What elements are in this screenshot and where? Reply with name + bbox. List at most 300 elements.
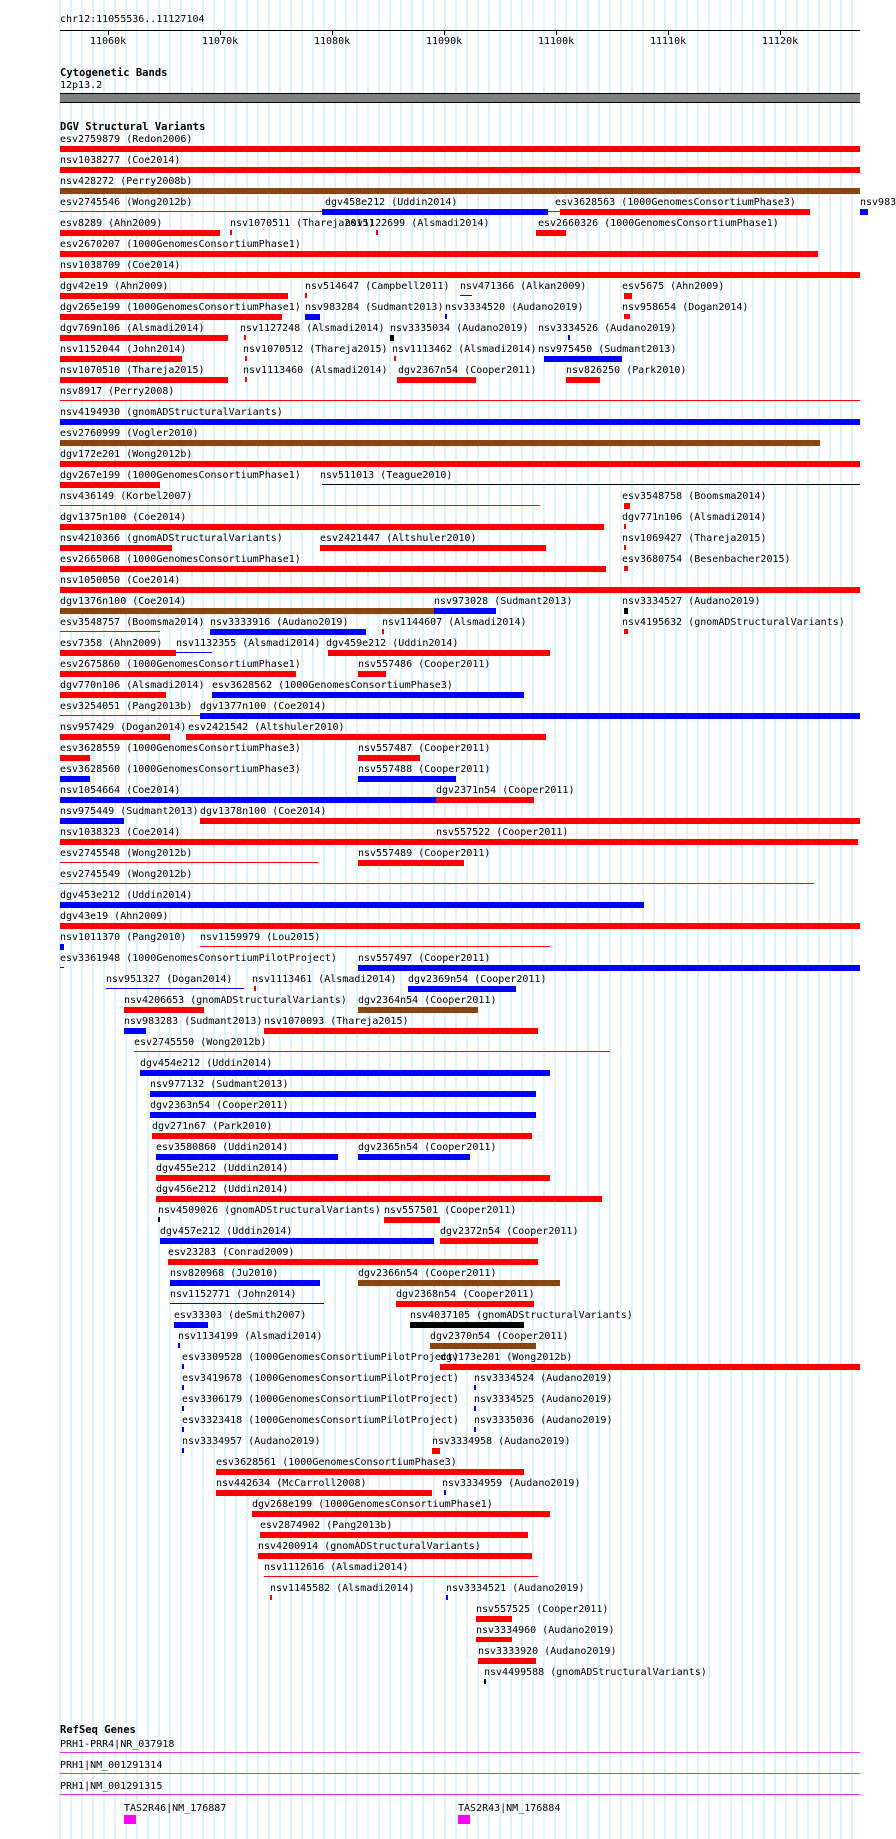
variant-bar[interactable] — [60, 146, 860, 152]
variant-bar[interactable] — [158, 1217, 160, 1222]
variant-label: nsv3333920 (Audano2019) — [478, 1646, 617, 1657]
variant-bar[interactable] — [384, 1217, 440, 1223]
variant-bar[interactable] — [434, 608, 496, 614]
variant-bar[interactable] — [182, 1448, 184, 1453]
variant-bar[interactable] — [156, 1196, 602, 1202]
variant-label: nsv3334524 (Audano2019) — [474, 1373, 613, 1384]
variant-bar[interactable] — [322, 484, 860, 485]
variant-label: nsv436149 (Korbel2007) — [60, 491, 193, 502]
variant-bar[interactable] — [244, 335, 246, 340]
variant-label: dgv769n106 (Alsmadi2014) — [60, 323, 205, 334]
variant-label: dgv453e212 (Uddin2014) — [60, 890, 193, 901]
variant-label: dgv265e199 (1000GenomesConsortiumPhase1) — [60, 302, 301, 313]
variant-bar[interactable] — [440, 1238, 538, 1244]
variant-bar[interactable] — [60, 692, 166, 698]
ruler-tick — [332, 30, 333, 35]
variant-bar[interactable] — [624, 545, 626, 550]
variant-bar[interactable] — [264, 1576, 538, 1577]
variant-label: dgv454e212 (Uddin2014) — [140, 1058, 273, 1069]
variant-label: nsv1054664 (Coe2014) — [60, 785, 181, 796]
variant-label: dgv42e19 (Ahn2009) — [60, 281, 169, 292]
variant-label: nsv3334959 (Audano2019) — [442, 1478, 581, 1489]
variant-label: nsv557501 (Cooper2011) — [384, 1205, 517, 1216]
variant-label: dgv271n67 (Park2010) — [152, 1121, 273, 1132]
variant-label: nsv1070093 (Thareja2015) — [264, 1016, 409, 1027]
variant-bar[interactable] — [182, 1406, 184, 1411]
variant-label: nsv1112616 (Alsmadi2014) — [264, 1562, 409, 1573]
variant-label: nsv511013 (Teague2010) — [320, 470, 453, 481]
variant-bar[interactable] — [60, 314, 282, 320]
ruler-tick-label: 11080k — [314, 36, 351, 47]
variant-label: nsv8917 (Perry2008) — [60, 386, 175, 397]
variant-label: esv3628559 (1000GenomesConsortiumPhase3) — [60, 743, 301, 754]
variant-bar[interactable] — [624, 524, 626, 529]
ruler-tick — [220, 30, 221, 35]
variant-bar[interactable] — [216, 1469, 524, 1475]
variant-label: dgv771n106 (Alsmadi2014) — [622, 512, 767, 523]
variant-bar[interactable] — [124, 1007, 204, 1013]
variant-bar[interactable] — [270, 1595, 272, 1600]
variant-bar[interactable] — [60, 671, 296, 677]
gene-feature[interactable] — [60, 1773, 860, 1774]
variant-bar[interactable] — [156, 1175, 550, 1181]
variant-label: nsv1127248 (Alsmadi2014) — [240, 323, 385, 334]
variant-label: esv2745546 (Wong2012b) — [60, 197, 193, 208]
cytoband-label: 12p13.2 — [60, 80, 103, 91]
variant-label: nsv557497 (Cooper2011) — [358, 953, 491, 964]
variant-label: esv5675 (Ahn2009) — [622, 281, 725, 292]
variant-bar[interactable] — [60, 230, 220, 236]
variant-label: dgv1375n100 (Coe2014) — [60, 512, 187, 523]
variant-bar[interactable] — [258, 1553, 532, 1559]
variant-bar[interactable] — [150, 1091, 536, 1097]
ruler-tick-label: 11070k — [202, 36, 239, 47]
variant-bar[interactable] — [60, 251, 818, 257]
variant-bar[interactable] — [440, 1364, 860, 1370]
variant-label: esv3680754 (Besenbacher2015) — [622, 554, 791, 565]
variant-label: esv3628562 (1000GenomesConsortiumPhase3) — [212, 680, 453, 691]
variant-bar[interactable] — [536, 230, 566, 236]
variant-label: nsv1070511 (Thareja2015) — [230, 218, 375, 229]
position-label: chr12:11055536..11127104 — [60, 14, 205, 25]
variant-label: esv7358 (Ahn2009) — [60, 638, 163, 649]
variant-label: esv3254051 (Pang2013b) — [60, 701, 193, 712]
variant-label: dgv2366n54 (Cooper2011) — [358, 1268, 497, 1279]
variant-label: nsv826250 (Park2010) — [566, 365, 687, 376]
variant-label: nsv557522 (Cooper2011) — [436, 827, 569, 838]
variant-bar[interactable] — [60, 566, 606, 572]
variant-label: dgv173e201 (Wong2012b) — [440, 1352, 573, 1363]
variant-label: nsv1144607 (Alsmadi2014) — [382, 617, 527, 628]
gene-label: PRH1-PRR4|NR_037918 — [60, 1739, 175, 1750]
variant-bar[interactable] — [358, 860, 464, 866]
variant-bar[interactable] — [150, 1112, 536, 1118]
variant-bar[interactable] — [430, 1343, 536, 1349]
variant-bar[interactable] — [60, 419, 860, 425]
gene-label: PRH1|NM_001291314 — [60, 1760, 163, 1771]
variant-bar[interactable] — [230, 230, 232, 235]
variant-bar[interactable] — [60, 167, 860, 173]
variant-label: esv2665068 (1000GenomesConsortiumPhase1) — [60, 554, 301, 565]
variant-bar[interactable] — [460, 295, 472, 296]
variant-bar[interactable] — [436, 839, 858, 845]
variant-bar[interactable] — [624, 566, 628, 571]
variant-bar[interactable] — [476, 1637, 512, 1642]
variant-bar[interactable] — [320, 545, 546, 551]
variant-bar[interactable] — [358, 965, 860, 971]
variant-bar[interactable] — [322, 209, 548, 215]
variant-bar[interactable] — [60, 967, 64, 968]
variant-label: nsv442634 (McCarroll2008) — [216, 1478, 367, 1489]
variant-label: nsv975449 (Sudmant2013) — [60, 806, 199, 817]
variant-label: nsv4037105 (gnomADStructuralVariants) — [410, 1310, 633, 1321]
gene-feature[interactable] — [124, 1815, 136, 1824]
variant-label: nsv471366 (Alkan2009) — [460, 281, 587, 292]
variant-bar[interactable] — [60, 883, 814, 884]
gene-feature[interactable] — [458, 1815, 470, 1824]
gene-label: PRH1|NM_001291315 — [60, 1781, 163, 1792]
variant-bar[interactable] — [445, 314, 447, 319]
variant-bar[interactable] — [358, 776, 456, 782]
variant-bar[interactable] — [60, 545, 172, 551]
variant-bar[interactable] — [152, 1133, 532, 1139]
variant-bar[interactable] — [60, 461, 860, 467]
variant-bar[interactable] — [60, 734, 170, 740]
variant-bar[interactable] — [168, 1259, 538, 1265]
variant-label: nsv1069427 (Thareja2015) — [622, 533, 767, 544]
dgv-track-title: DGV Structural Variants — [60, 121, 206, 133]
variant-label: dgv457e212 (Uddin2014) — [160, 1226, 293, 1237]
variant-bar[interactable] — [60, 797, 436, 803]
ruler-tick — [780, 30, 781, 35]
variant-bar[interactable] — [444, 1490, 446, 1495]
variant-bar[interactable] — [60, 377, 228, 383]
variant-bar[interactable] — [376, 230, 378, 235]
variant-bar[interactable] — [358, 1154, 470, 1160]
variant-label: esv2874902 (Pang2013b) — [260, 1520, 393, 1531]
variant-label: dgv2369n54 (Cooper2011) — [408, 974, 547, 985]
variant-bar[interactable] — [358, 1007, 478, 1013]
ruler-tick-label: 11120k — [762, 36, 799, 47]
variant-bar[interactable] — [60, 356, 182, 362]
variant-label: nsv957429 (Dogan2014) — [60, 722, 187, 733]
variant-label: nsv3334958 (Audano2019) — [432, 1436, 571, 1447]
ruler-tick — [556, 30, 557, 35]
variant-label: nsv4210366 (gnomADStructuralVariants) — [60, 533, 283, 544]
variant-bar[interactable] — [305, 314, 320, 320]
variant-label: dgv1377n100 (Coe2014) — [200, 701, 327, 712]
cytoband-title: Cytogenetic Bands — [60, 67, 168, 79]
variant-label: nsv1038709 (Coe2014) — [60, 260, 181, 271]
variant-bar[interactable] — [170, 1303, 324, 1304]
variant-label: nsv3333916 (Audano2019) — [210, 617, 349, 628]
variant-bar[interactable] — [170, 1280, 320, 1286]
variant-bar[interactable] — [60, 335, 228, 341]
variant-bar[interactable] — [60, 923, 860, 929]
ruler-tick-label: 11090k — [426, 36, 463, 47]
variant-bar[interactable] — [478, 1658, 536, 1664]
ruler-tick-label: 11110k — [650, 36, 687, 47]
variant-label: nsv3334520 (Audano2019) — [445, 302, 584, 313]
variant-label: nsv958654 (Dogan2014) — [622, 302, 749, 313]
variant-label: nsv820968 (Ju2010) — [170, 1268, 279, 1279]
ruler-tick — [444, 30, 445, 35]
variant-bar[interactable] — [410, 1322, 524, 1328]
variant-label: nsv557488 (Cooper2011) — [358, 764, 491, 775]
variant-bar[interactable] — [254, 986, 256, 991]
variant-bar[interactable] — [474, 1406, 476, 1411]
variant-label: nsv557487 (Cooper2011) — [358, 743, 491, 754]
variant-bar[interactable] — [200, 713, 860, 719]
variant-label: nsv1070510 (Thareja2015) — [60, 365, 205, 376]
variant-label: nsv3334521 (Audano2019) — [446, 1583, 585, 1594]
variant-label: nsv3335034 (Audano2019) — [390, 323, 529, 334]
ruler-tick — [108, 30, 109, 35]
variant-label: nsv1159979 (Lou2015) — [200, 932, 321, 943]
variant-bar[interactable] — [200, 946, 550, 947]
variant-label: esv3628561 (1000GenomesConsortiumPhase3) — [216, 1457, 457, 1468]
variant-bar[interactable] — [160, 1238, 434, 1244]
variant-bar[interactable] — [624, 503, 630, 509]
variant-bar[interactable] — [60, 944, 64, 950]
variant-bar[interactable] — [60, 650, 176, 656]
variant-label: nsv1122699 (Alsmadi2014) — [345, 218, 490, 229]
variant-label: esv2745548 (Wong2012b) — [60, 848, 193, 859]
variant-bar[interactable] — [568, 335, 570, 340]
variant-bar[interactable] — [60, 524, 604, 530]
variant-label: dgv2363n54 (Cooper2011) — [150, 1100, 289, 1111]
variant-label: esv3419678 (1000GenomesConsortiumPilotProject) — [182, 1373, 459, 1384]
variant-bar[interactable] — [60, 505, 540, 506]
ruler-axis — [60, 30, 860, 31]
variant-label: nsv4206653 (gnomADStructuralVariants) — [124, 995, 347, 1006]
variant-bar[interactable] — [106, 988, 244, 989]
variant-label: dgv459e212 (Uddin2014) — [326, 638, 459, 649]
variant-label: nsv973028 (Sudmant2013) — [434, 596, 573, 607]
variant-label: esv33303 (deSmith2007) — [174, 1310, 307, 1321]
variant-label: dgv172e201 (Wong2012b) — [60, 449, 193, 460]
variant-bar[interactable] — [182, 1385, 184, 1390]
variant-bar[interactable] — [860, 209, 868, 215]
variant-bar[interactable] — [328, 650, 550, 656]
variant-bar[interactable] — [140, 1070, 550, 1076]
variant-label: nsv1113461 (Alsmadi2014) — [252, 974, 397, 985]
variant-label: dgv2367n54 (Cooper2011) — [398, 365, 537, 376]
variant-bar[interactable] — [60, 839, 436, 845]
variant-label: dgv456e212 (Uddin2014) — [156, 1184, 289, 1195]
variant-label: nsv4195632 (gnomADStructuralVariants) — [622, 617, 845, 628]
variant-label: nsv4194930 (gnomADStructuralVariants) — [60, 407, 283, 418]
variant-bar[interactable] — [544, 356, 622, 362]
variant-bar[interactable] — [60, 755, 90, 761]
variant-label: nsv557525 (Cooper2011) — [476, 1604, 609, 1615]
variant-label: dgv43e19 (Ahn2009) — [60, 911, 169, 922]
variant-label: esv3309528 (1000GenomesConsortiumPilotProject) — [182, 1352, 459, 1363]
variant-label: nsv3335036 (Audano2019) — [474, 1415, 613, 1426]
variant-bar[interactable] — [252, 1511, 550, 1517]
variant-label: esv3548758 (Boomsma2014) — [622, 491, 767, 502]
ruler-tick-label: 11100k — [538, 36, 575, 47]
variant-label: nsv4509026 (gnomADStructuralVariants) — [158, 1205, 381, 1216]
variant-label: nsv983283 (Sudmant2013) — [124, 1016, 263, 1027]
variant-bar[interactable] — [476, 1616, 512, 1622]
variant-bar[interactable] — [60, 902, 644, 908]
variant-label: nsv1050050 (Coe2014) — [60, 575, 181, 586]
variant-bar[interactable] — [566, 377, 600, 383]
variant-bar[interactable] — [60, 188, 860, 194]
variant-bar[interactable] — [305, 293, 307, 298]
variant-bar[interactable] — [174, 1322, 208, 1328]
variant-label: dgv2368n54 (Cooper2011) — [396, 1289, 535, 1300]
variant-label: esv2670207 (1000GenomesConsortiumPhase1) — [60, 239, 301, 250]
variant-label: nsv1132355 (Alsmadi2014) — [176, 638, 321, 649]
variant-label: esv3323418 (1000GenomesConsortiumPilotProject) — [182, 1415, 459, 1426]
variant-bar[interactable] — [60, 631, 160, 632]
gene-feature[interactable] — [60, 1794, 860, 1795]
variant-label: esv3306179 (1000GenomesConsortiumPilotProject) — [182, 1394, 459, 1405]
variant-label: esv2421447 (Altshuler2010) — [320, 533, 477, 544]
variant-bar[interactable] — [124, 1028, 146, 1034]
variant-label: nsv1011370 (Pang2010) — [60, 932, 187, 943]
variant-label: nsv1152771 (John2014) — [170, 1289, 297, 1300]
variant-label: nsv557486 (Cooper2011) — [358, 659, 491, 670]
variant-label: nsv983284 (Sudmant2013) — [305, 302, 444, 313]
variant-bar[interactable] — [624, 608, 628, 614]
variant-bar[interactable] — [176, 652, 212, 653]
variant-bar[interactable] — [178, 1343, 180, 1348]
variant-bar[interactable] — [358, 1280, 560, 1286]
variant-bar[interactable] — [394, 356, 396, 361]
variant-bar[interactable] — [60, 776, 90, 782]
variant-label: esv8289 (Ahn2009) — [60, 218, 163, 229]
variant-label: nsv557489 (Cooper2011) — [358, 848, 491, 859]
variant-label: nsv3334525 (Audano2019) — [474, 1394, 613, 1405]
variant-label: nsv428272 (Perry2008b) — [60, 176, 193, 187]
variant-bar[interactable] — [182, 1427, 184, 1432]
variant-label: dgv455e212 (Uddin2014) — [156, 1163, 289, 1174]
variant-bar[interactable] — [260, 1532, 528, 1538]
variant-label: nsv977132 (Sudmant2013) — [150, 1079, 289, 1090]
variant-bar[interactable] — [474, 1385, 476, 1390]
variant-bar[interactable] — [484, 1679, 486, 1684]
variant-bar[interactable] — [210, 629, 366, 635]
variant-bar[interactable] — [624, 293, 632, 299]
variant-label: nsv514647 (Campbell2011) — [305, 281, 450, 292]
variant-label: esv3628563 (1000GenomesConsortiumPhase3) — [555, 197, 796, 208]
variant-bar[interactable] — [182, 1364, 184, 1369]
variant-label: esv2660326 (1000GenomesConsortiumPhase1) — [538, 218, 779, 229]
variant-label: nsv3334527 (Audano2019) — [622, 596, 761, 607]
variant-label: nsv3334526 (Audano2019) — [538, 323, 677, 334]
variant-label: nsv1134199 (Alsmadi2014) — [178, 1331, 323, 1342]
variant-label: nsv4499588 (gnomADStructuralVariants) — [484, 1667, 707, 1678]
variant-bar[interactable] — [186, 734, 546, 740]
variant-label: esv2759879 (Redon2006) — [60, 134, 193, 145]
variant-label: dgv1378n100 (Coe2014) — [200, 806, 327, 817]
variant-bar[interactable] — [245, 356, 247, 361]
variant-label: dgv268e199 (1000GenomesConsortiumPhase1) — [252, 1499, 493, 1510]
ruler-tick-label: 11060k — [90, 36, 127, 47]
variant-label: nsv1038277 (Coe2014) — [60, 155, 181, 166]
variant-label: nsv1038323 (Coe2014) — [60, 827, 181, 838]
variant-label: esv3548757 (Boomsma2014) — [60, 617, 205, 628]
variant-bar[interactable] — [245, 377, 247, 382]
variant-bar[interactable] — [382, 629, 384, 634]
variant-bar[interactable] — [156, 1154, 338, 1160]
variant-label: nsv983 — [860, 197, 896, 208]
variant-bar[interactable] — [560, 209, 810, 215]
gene-label: TAS2R43|NM_176884 — [458, 1803, 561, 1814]
variant-label: esv2760999 (Vogler2010) — [60, 428, 199, 439]
variant-bar[interactable] — [624, 314, 630, 319]
variant-label: nsv3334957 (Audano2019) — [182, 1436, 321, 1447]
variant-bar[interactable] — [408, 986, 516, 992]
variant-bar[interactable] — [134, 1051, 610, 1052]
variant-bar[interactable] — [60, 293, 288, 299]
variant-bar[interactable] — [216, 1490, 432, 1496]
variant-bar[interactable] — [396, 1301, 534, 1307]
variant-bar[interactable] — [200, 818, 860, 824]
variant-bar[interactable] — [60, 400, 860, 401]
refseq-track-title: RefSeq Genes — [60, 1724, 136, 1736]
variant-label: esv3580860 (Uddin2014) — [156, 1142, 289, 1153]
variant-bar[interactable] — [436, 797, 534, 803]
variant-label: nsv1145582 (Alsmadi2014) — [270, 1583, 415, 1594]
variant-label: dgv1376n100 (Coe2014) — [60, 596, 187, 607]
variant-bar[interactable] — [624, 629, 628, 634]
gene-feature[interactable] — [60, 1752, 860, 1753]
variant-bar[interactable] — [60, 818, 124, 824]
variant-label: nsv1113460 (Alsmadi2014) — [243, 365, 388, 376]
ruler-tick — [668, 30, 669, 35]
variant-bar[interactable] — [60, 862, 318, 863]
variant-bar[interactable] — [60, 272, 860, 278]
cytoband-bar[interactable] — [60, 93, 860, 103]
variant-label: nsv975450 (Sudmant2013) — [538, 344, 677, 355]
variant-label: esv2421542 (Altshuler2010) — [188, 722, 345, 733]
variant-label: esv3628560 (1000GenomesConsortiumPhase3) — [60, 764, 301, 775]
variant-bar[interactable] — [397, 377, 476, 383]
variant-bar[interactable] — [60, 482, 160, 488]
variant-bar[interactable] — [264, 1028, 538, 1034]
variant-label: esv2745550 (Wong2012b) — [134, 1037, 267, 1048]
variant-label: nsv4200914 (gnomADStructuralVariants) — [258, 1541, 481, 1552]
variant-label: dgv2372n54 (Cooper2011) — [440, 1226, 579, 1237]
variant-bar[interactable] — [358, 671, 386, 677]
variant-bar[interactable] — [60, 608, 434, 614]
gene-label: TAS2R46|NM_176887 — [124, 1803, 227, 1814]
variant-label: esv3361948 (1000GenomesConsortiumPilotProject) — [60, 953, 337, 964]
variant-bar[interactable] — [212, 692, 524, 698]
variant-label: nsv1070512 (Thareja2015) — [243, 344, 388, 355]
variant-bar[interactable] — [60, 440, 820, 446]
variant-label: esv2675860 (1000GenomesConsortiumPhase1) — [60, 659, 301, 670]
variant-label: esv2745549 (Wong2012b) — [60, 869, 193, 880]
variant-label: dgv2370n54 (Cooper2011) — [430, 1331, 569, 1342]
variant-bar[interactable] — [358, 755, 420, 761]
variant-bar[interactable] — [446, 1595, 448, 1600]
variant-bar[interactable] — [474, 1427, 476, 1432]
variant-label: dgv770n106 (Alsmadi2014) — [60, 680, 205, 691]
variant-label: nsv1113462 (Alsmadi2014) — [392, 344, 537, 355]
variant-bar[interactable] — [432, 1448, 440, 1454]
variant-bar[interactable] — [60, 587, 860, 593]
variant-label: dgv2364n54 (Cooper2011) — [358, 995, 497, 1006]
variant-label: esv23283 (Conrad2009) — [168, 1247, 295, 1258]
variant-label: dgv2365n54 (Cooper2011) — [358, 1142, 497, 1153]
variant-label: dgv458e212 (Uddin2014) — [325, 197, 458, 208]
variant-bar[interactable] — [390, 335, 394, 341]
